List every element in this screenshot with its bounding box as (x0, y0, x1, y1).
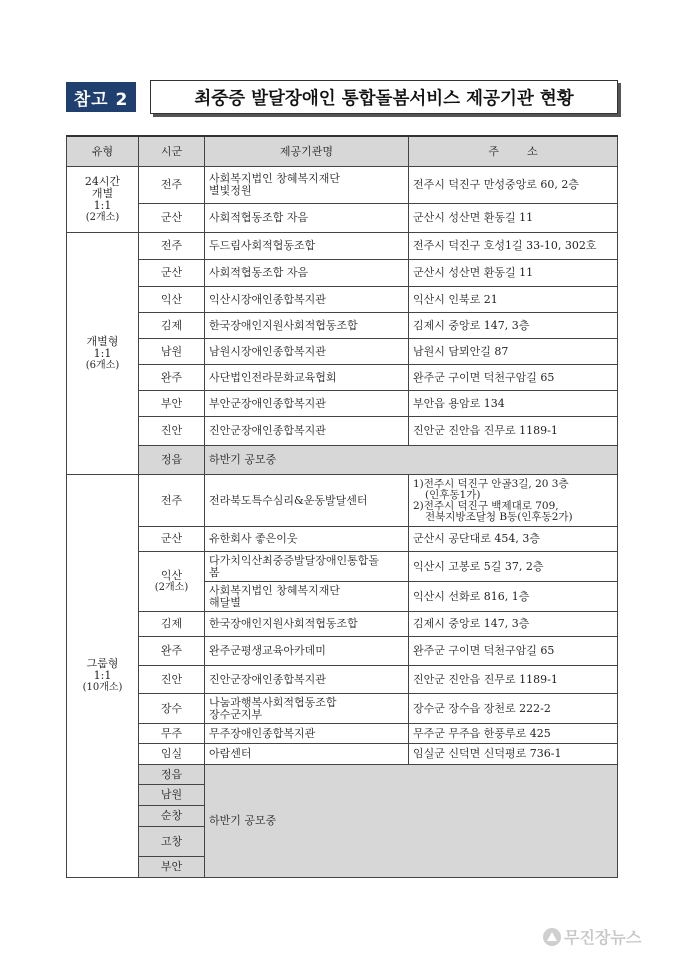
table-row (67, 287, 618, 313)
table-header-row (67, 136, 618, 167)
pending-note: 하반기 공모중 (205, 446, 618, 475)
address-cell: 남원시 담뫼안길 87 (409, 339, 618, 365)
city-cell: 진안 (139, 666, 205, 694)
city-cell: 남원 (139, 785, 205, 806)
logo-icon (543, 928, 561, 946)
address-cell: 무주군 무주읍 한풍루로 425 (409, 724, 618, 744)
address-cell: 진안군 진안읍 진무로 1189-1 (409, 417, 618, 446)
city-cell: 남원 (139, 339, 205, 365)
address-cell: 군산시 성산면 환동길 11 (409, 204, 618, 233)
table-row (67, 365, 618, 391)
pending-note: 하반기 공모중 (205, 765, 618, 878)
provider-name: 사회적협동조합 자음 (205, 204, 409, 233)
city-cell: 전주 (139, 167, 205, 204)
provider-name: 사회복지법인 창혜복지재단 별빛정원 (205, 167, 409, 204)
table-row-pending (67, 765, 618, 785)
provider-name: 익산시장애인종합복지관 (205, 287, 409, 313)
city-cell: 김제 (139, 612, 205, 637)
table-row (67, 260, 618, 287)
city-cell: 완주 (139, 637, 205, 666)
table-row (67, 313, 618, 339)
address-cell: 익산시 인북로 21 (409, 287, 618, 313)
provider-name: 부안군장애인종합복지관 (205, 391, 409, 417)
address-cell: 익산시 고봉로 5길 37, 2층 (409, 552, 618, 582)
city-cell: 부안 (139, 391, 205, 417)
provider-name: 진안군장애인종합복지관 (205, 666, 409, 694)
provider-name: 남원시장애인종합복지관 (205, 339, 409, 365)
col-header-provider: 제공기관명 (205, 136, 409, 167)
address-cell: 전주시 덕진구 호성1길 33-10, 302호 (409, 233, 618, 260)
city-cell: 전주 (139, 233, 205, 260)
col-header-type: 유형 (67, 136, 139, 167)
city-cell: 무주 (139, 724, 205, 744)
provider-name: 사회적협동조합 자음 (205, 260, 409, 287)
city-cell: 군산 (139, 527, 205, 552)
provider-name: 사단법인전라문화교육협회 (205, 365, 409, 391)
city-cell: 김제 (139, 313, 205, 339)
type-individual: 개별형 1:1 (6개소) (67, 233, 139, 475)
provider-name: 사회복지법인 창혜복지재단 해달별 (205, 582, 409, 612)
provider-name: 나눔과행복사회적협동조합 장수군지부 (205, 694, 409, 724)
table-row (67, 724, 618, 744)
provider-name: 한국장애인지원사회적협동조합 (205, 313, 409, 339)
provider-name: 다가치익산최중증발달장애인통합돌 봄 (205, 552, 409, 582)
table-row (67, 339, 618, 365)
address-cell: 진안군 진안읍 진무로 1189-1 (409, 666, 618, 694)
table-row (67, 204, 618, 233)
provider-name: 한국장애인지원사회적협동조합 (205, 612, 409, 637)
provider-name: 유한회사 좋은이웃 (205, 527, 409, 552)
city-cell: 전주 (139, 475, 205, 527)
table-row (67, 694, 618, 724)
address-cell: 임실군 신덕면 신덕평로 736-1 (409, 744, 618, 765)
type-group: 그룹형 1:1 (10개소) (67, 475, 139, 878)
city-cell: 고창 (139, 827, 205, 857)
city-cell: 임실 (139, 744, 205, 765)
provider-name: 두드림사회적협동조합 (205, 233, 409, 260)
table-row (67, 552, 618, 582)
city-cell: 군산 (139, 204, 205, 233)
address-cell: 군산시 성산면 환동길 11 (409, 260, 618, 287)
provider-name: 무주장애인종합복지관 (205, 724, 409, 744)
address-cell: 익산시 선화로 816, 1층 (409, 582, 618, 612)
table-row (67, 666, 618, 694)
city-cell: 군산 (139, 260, 205, 287)
address-cell: 완주군 구이면 덕천구암길 65 (409, 637, 618, 666)
address-cell: 장수군 장수읍 장천로 222-2 (409, 694, 618, 724)
table-row (67, 417, 618, 446)
col-header-city: 시군 (139, 136, 205, 167)
address-cell: 군산시 공단대로 454, 3층 (409, 527, 618, 552)
provider-name: 완주군평생교육아카데미 (205, 637, 409, 666)
table-row (67, 744, 618, 765)
address-cell: 전주시 덕진구 만성중앙로 60, 2층 (409, 167, 618, 204)
table-row (67, 167, 618, 204)
watermark (543, 925, 641, 948)
city-cell: 순창 (139, 806, 205, 827)
address-cell: 부안읍 용암로 134 (409, 391, 618, 417)
address-cell: 김제시 중앙로 147, 3층 (409, 612, 618, 637)
table-row (67, 612, 618, 637)
address-cell: 완주군 구이면 덕천구암길 65 (409, 365, 618, 391)
table-row-pending (67, 446, 618, 475)
col-header-address: 주 소 (409, 136, 618, 167)
city-cell: 정읍 (139, 446, 205, 475)
city-cell: 진안 (139, 417, 205, 446)
type-24h: 24시간 개별 1:1 (2개소) (67, 167, 139, 233)
provider-table (66, 135, 618, 878)
city-cell: 익산 (2개소) (139, 552, 205, 612)
reference-badge: 참고 2 (66, 82, 136, 112)
address-cell: 김제시 중앙로 147, 3층 (409, 313, 618, 339)
city-cell: 장수 (139, 694, 205, 724)
table-row (67, 475, 618, 527)
provider-name: 아람센터 (205, 744, 409, 765)
page-title: 최중증 발달장애인 통합돌봄서비스 제공기관 현황 (150, 80, 618, 114)
table-row (67, 527, 618, 552)
table-row (67, 391, 618, 417)
provider-name: 전라북도특수심리&운동발달센터 (205, 475, 409, 527)
city-cell: 부안 (139, 857, 205, 878)
provider-name: 진안군장애인종합복지관 (205, 417, 409, 446)
city-cell: 정읍 (139, 765, 205, 785)
table-row (67, 233, 618, 260)
table-row (67, 637, 618, 666)
city-cell: 익산 (139, 287, 205, 313)
address-cell: 1)전주시 덕진구 안골3길, 20 3층 (인후동1가) 2)전주시 덕진구 백제대로 709, 전북지방조달청 B동(인후동2가) (409, 475, 618, 527)
city-cell: 완주 (139, 365, 205, 391)
watermark-text: 무진장뉴스 (564, 928, 642, 947)
